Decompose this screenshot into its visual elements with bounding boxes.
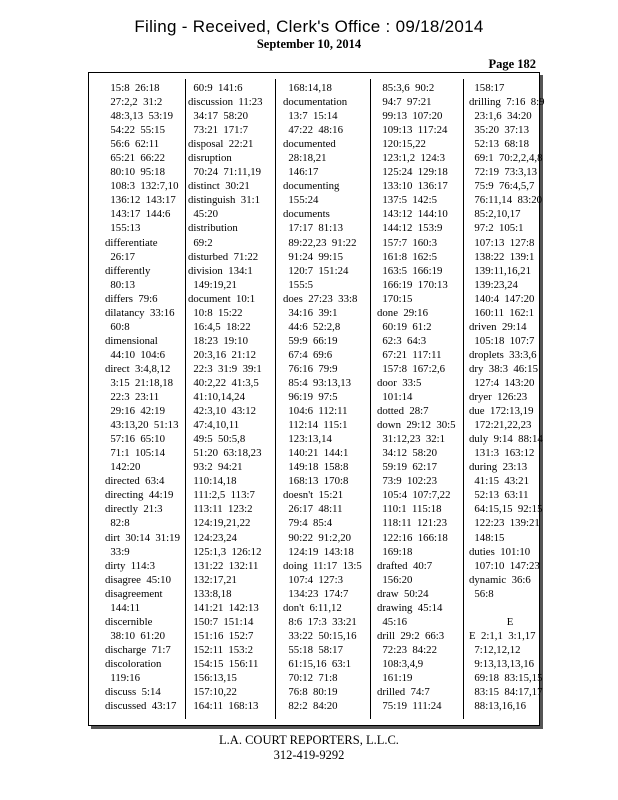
index-entry: 44:10 104:6: [105, 348, 165, 361]
index-entry: 94:7 97:21: [377, 96, 432, 109]
index-entry: 65:21 66:22: [105, 152, 165, 165]
index-entry: 107:13 127:8: [469, 236, 535, 249]
index-entry: 75:9 76:4,5,7: [469, 180, 535, 193]
index-entry: 18:23 19:10: [188, 334, 248, 347]
index-entry: 168:14,18: [283, 82, 332, 94]
index-entry: 123:1,2 124:3: [377, 152, 446, 165]
index-entry: 93:2 94:21: [188, 461, 243, 474]
index-entry: 75:19 111:24: [377, 700, 442, 713]
index-entry: drawing 45:14: [377, 601, 443, 614]
index-entry: distribution: [188, 222, 238, 235]
index-entry: differentiate: [105, 236, 158, 249]
index-entry: 96:19 97:5: [283, 391, 338, 404]
index-entry: 82:8: [105, 517, 130, 530]
index-entry: duly 9:14 88:14: [469, 433, 543, 446]
index-entry: 143:12 144:10: [377, 208, 448, 221]
index-entry: 41:10,14,24: [188, 391, 245, 404]
index-entry: 104:6 112:11: [283, 405, 348, 418]
index-entry: 136:12 143:17: [105, 194, 176, 207]
index-entry: 22:3 23:11: [105, 391, 160, 404]
index-entry: 52:13 63:11: [469, 489, 529, 502]
index-entry: 152:11 153:2: [188, 643, 253, 656]
index-entry: drilled 74:7: [377, 686, 430, 699]
index-entry: directing 44:19: [105, 489, 174, 502]
index-entry: 82:2 84:20: [283, 700, 338, 713]
index-entry: directed 63:4: [105, 475, 165, 488]
index-entry: disruption: [188, 152, 232, 165]
index-entry: division 134:1: [188, 264, 253, 277]
index-entry: 85:3,6 90:2: [377, 82, 435, 94]
index-entry: 120:15,22: [377, 138, 426, 151]
index-entry: 76:11,14 83:20: [469, 194, 543, 207]
index-entry: 151:16 152:7: [188, 629, 254, 642]
index-entry: 59:19 62:17: [377, 461, 437, 474]
index-entry: doesn't 15:21: [283, 489, 344, 502]
index-column-1: [105, 81, 180, 713]
index-entry: 132:17,21: [188, 573, 237, 586]
index-entry: 15:8 26:18: [105, 82, 160, 94]
index-entry: done 29:16: [377, 306, 428, 319]
index-entry: 127:4 143:20: [469, 376, 535, 389]
index-entry: droplets 33:3,6: [469, 348, 537, 361]
index-column-3: [283, 81, 362, 713]
index-entry: 70:12 71:8: [283, 671, 338, 684]
index-entry: 7:12,12,12: [469, 643, 521, 656]
index-entry: discernible: [105, 615, 153, 628]
index-entry: doing 11:17 13:5: [283, 559, 362, 572]
index-entry: 158:17: [469, 82, 505, 94]
index-column-5: [469, 81, 545, 713]
index-entry: 156:13,15: [188, 671, 237, 684]
index-entry: 157:7 160:3: [377, 236, 437, 249]
index-entry: 142:20: [105, 461, 141, 474]
index-entry: 154:15 156:11: [188, 657, 259, 670]
hearing-date: September 10, 2014: [256, 37, 362, 51]
index-entry: discussed 43:17: [105, 700, 177, 713]
index-entry: 16:4,5 18:22: [188, 320, 251, 333]
index-entry: documentation: [283, 96, 348, 109]
index-entry: 157:8 167:2,6: [377, 362, 446, 375]
index-entry: 40:2,22 41:3,5: [188, 376, 259, 389]
index-entry: 83:15 84:17,17: [469, 686, 543, 699]
index-entry: 149:19,21: [188, 278, 237, 291]
index-entry: 170:15: [377, 292, 413, 305]
index-entry: 34:17 58:20: [188, 110, 248, 123]
index-entry: 155:5: [283, 278, 313, 291]
index-entry: 133:8,18: [188, 587, 232, 600]
index-entry: 26:17 48:11: [283, 503, 343, 516]
index-entry: 55:18 58:17: [283, 643, 343, 656]
index-entry: differs 79:6: [105, 292, 158, 305]
index-entry: 70:24 71:11,19: [188, 166, 262, 179]
index-entry: 140:21 144:1: [283, 447, 349, 460]
index-entry: 138:22 139:1: [469, 250, 535, 263]
index-entry: 124:19,21,22: [188, 517, 251, 530]
index-entry: 44:6 52:2,8: [283, 320, 341, 333]
index-entry: 61:15,16 63:1: [283, 657, 352, 670]
word-index-box: [88, 72, 545, 726]
index-entry: 45:20: [188, 208, 218, 221]
index-entry: 156:20: [377, 573, 413, 586]
index-entry: discuss 5:14: [105, 686, 161, 699]
index-entry: 122:16 166:18: [377, 531, 448, 544]
index-entry: drilling 7:16 8:9: [469, 96, 545, 109]
index-entry: 80:10 95:18: [105, 166, 165, 179]
index-entry: disturbed 71:22: [188, 250, 259, 263]
index-entry: differently: [105, 264, 151, 277]
index-entry: 155:13: [105, 222, 141, 235]
index-entry: 125:1,3 126:12: [188, 545, 262, 558]
index-entry: 108:3 132:7,10: [105, 180, 179, 193]
index-entry: 123:13,14: [283, 433, 332, 446]
index-entry: dimensional: [105, 334, 158, 347]
index-entry: discharge 71:7: [105, 643, 171, 656]
index-entry: 45:16: [377, 615, 407, 628]
index-entry: 131:22 132:11: [188, 559, 259, 572]
index-entry: 144:11: [105, 601, 140, 614]
index-entry: door 33:5: [377, 376, 422, 389]
index-entry: 172:21,22,23: [469, 419, 532, 432]
index-entry: 26:17: [105, 250, 135, 263]
index-entry: 17:17 81:13: [283, 222, 343, 235]
index-entry: during 23:13: [469, 461, 528, 474]
index-entry: 113:11 123:2: [188, 503, 253, 516]
index-entry: 62:3 64:3: [377, 334, 427, 347]
index-entry: 8:6 17:3 33:21: [283, 615, 357, 628]
index-entry: 48:3,13 53:19: [105, 110, 174, 123]
column-divider: [370, 79, 371, 719]
index-entry: 131:3 163:12: [469, 447, 535, 460]
index-entry: 108:3,4,9: [377, 657, 424, 670]
index-entry: 57:16 65:10: [105, 433, 165, 446]
index-entry: discoloration: [105, 657, 162, 670]
index-entry: 110:14,18: [188, 475, 237, 488]
index-entry: 29:16 42:19: [105, 405, 165, 418]
index-entry: 110:1 115:18: [377, 503, 442, 516]
index-entry: 89:22,23 91:22: [283, 236, 357, 249]
index-entry: 107:10 147:23: [469, 559, 540, 572]
column-divider: [185, 79, 186, 719]
index-entry: 146:17: [283, 166, 319, 179]
index-entry: 49:5 50:5,8: [188, 433, 246, 446]
index-entry: 161:8 162:5: [377, 250, 437, 263]
index-entry: 99:13 107:20: [377, 110, 443, 123]
index-entry: 43:13,20 51:13: [105, 419, 179, 432]
index-entry: drafted 40:7: [377, 559, 433, 572]
index-entry: E: [469, 615, 514, 628]
index-entry: 148:15: [469, 531, 505, 544]
column-divider: [275, 79, 276, 719]
index-entry: 169:18: [377, 545, 413, 558]
index-entry: 27:2,2 31:2: [105, 96, 163, 109]
index-entry: 105:4 107:7,22: [377, 489, 451, 502]
court-reporter-name: L.A. COURT REPORTERS, L.L.C.: [219, 733, 399, 747]
index-entry: 51:20 63:18,23: [188, 447, 262, 460]
index-entry: draw 50:24: [377, 587, 429, 600]
index-entry: 35:20 37:13: [469, 124, 529, 137]
index-entry: 137:5 142:5: [377, 194, 437, 207]
index-entry: 33:9: [105, 545, 130, 558]
index-entry: discussion 11:23: [188, 96, 263, 109]
index-entry: 72:23 84:22: [377, 643, 437, 656]
index-entry: does 27:23 33:8: [283, 292, 358, 305]
index-entry: 69:2: [188, 236, 213, 249]
index-entry: 97:2 105:1: [469, 222, 524, 235]
index-entry: 76:16 79:9: [283, 362, 338, 375]
page-number: Page 182: [488, 57, 536, 71]
index-entry: 88:13,16,16: [469, 700, 526, 713]
index-entry: 47:4,10,11: [188, 419, 240, 432]
index-entry: 101:14: [377, 391, 413, 404]
index-entry: 141:21 142:13: [188, 601, 259, 614]
index-entry: duties 101:10: [469, 545, 531, 558]
index-entry: 22:3 31:9 39:1: [188, 362, 262, 375]
index-entry: 144:12 153:9: [377, 222, 443, 235]
index-entry: document 10:1: [188, 292, 256, 305]
index-entry: 56:8: [469, 587, 494, 600]
index-entry: 60:8: [105, 320, 130, 333]
index-entry: due 172:13,19: [469, 405, 534, 418]
index-entry: 85:2,10,17: [469, 208, 521, 221]
index-entry: 125:24 129:18: [377, 166, 448, 179]
index-entry: 90:22 91:2,20: [283, 531, 352, 544]
index-entry: 31:12,23 32:1: [377, 433, 446, 446]
index-entry: down 29:12 30:5: [377, 419, 456, 432]
index-entry: dotted 28:7: [377, 405, 429, 418]
index-entry: 109:13 117:24: [377, 124, 448, 137]
index-entry: 59:9 66:19: [283, 334, 338, 347]
index-column-4: [377, 81, 456, 713]
index-entry: dilatancy 33:16: [105, 306, 175, 319]
index-entry: 60:9 141:6: [188, 82, 243, 94]
index-entry: 124:23,24: [188, 531, 237, 544]
index-entry: 41:15 43:21: [469, 475, 529, 488]
index-entry: 91:24 99:15: [283, 250, 343, 263]
index-entry: 9:13,13,13,16: [469, 657, 535, 670]
index-entry: 64:15,15 92:15: [469, 503, 543, 516]
index-entry: E 2:1,1 3:1,17: [469, 629, 536, 642]
index-entry: 73:21 171:7: [188, 124, 248, 137]
index-entry: dryer 126:23: [469, 391, 528, 404]
index-entry: 160:11 162:1: [469, 306, 534, 319]
index-entry: 124:19 143:18: [283, 545, 354, 558]
index-entry: drill 29:2 66:3: [377, 629, 445, 642]
index-entry: 42:3,10 43:12: [188, 405, 257, 418]
index-entry: 140:4 147:20: [469, 292, 535, 305]
index-entry: 112:14 115:1: [283, 419, 348, 432]
index-entry: 20:3,16 21:12: [188, 348, 257, 361]
column-divider: [463, 79, 464, 719]
index-entry: 79:4 85:4: [283, 517, 333, 530]
index-column-2: [188, 81, 263, 713]
index-entry: 122:23 139:21: [469, 517, 540, 530]
court-reporter-phone: 312-419-9292: [273, 748, 345, 762]
index-entry: disposal 22:21: [188, 138, 254, 151]
index-entry: 69:18 83:15,15: [469, 671, 543, 684]
index-entry: 120:7 151:24: [283, 264, 349, 277]
index-entry: driven 29:14: [469, 320, 527, 333]
index-entry: 161:19: [377, 671, 413, 684]
index-entry: 71:1 105:14: [105, 447, 165, 460]
index-entry: 52:13 68:18: [469, 138, 529, 151]
index-entry: dirty 114:3: [105, 559, 155, 572]
index-entry: 13:7 15:14: [283, 110, 338, 123]
index-entry: 168:13 170:8: [283, 475, 349, 488]
index-entry: 149:18 158:8: [283, 461, 349, 474]
index-entry: 139:23,24: [469, 278, 518, 291]
index-entry: 105:18 107:7: [469, 334, 535, 347]
index-entry: 38:10 61:20: [105, 629, 165, 642]
index-entry: 76:8 80:19: [283, 686, 338, 699]
index-entry: 34:12 58:20: [377, 447, 437, 460]
index-entry: directly 21:3: [105, 503, 163, 516]
index-entry: direct 3:4,8,12: [105, 362, 171, 375]
index-entry: 143:17 144:6: [105, 208, 171, 221]
index-entry: 107:4 127:3: [283, 573, 343, 586]
filing-header: Filing - Received, Clerk's Office : 09/18/2014: [134, 17, 484, 36]
index-entry: 69:1 70:2,2,4,8: [469, 152, 543, 165]
index-entry: documented: [283, 138, 336, 151]
index-entry: 150:7 151:14: [188, 615, 254, 628]
index-entry: disagreement: [105, 587, 163, 600]
index-entry: 155:24: [283, 194, 319, 207]
index-entry: dry 38:3 46:15: [469, 362, 538, 375]
index-entry: disagree 45:10: [105, 573, 171, 586]
index-entry: 73:9 102:23: [377, 475, 437, 488]
index-entry: documenting: [283, 180, 340, 193]
index-entry: 3:15 21:18,18: [105, 376, 174, 389]
index-entry: distinct 30:21: [188, 180, 250, 193]
index-entry: 54:22 55:15: [105, 124, 165, 137]
index-entry: 67:21 117:11: [377, 348, 442, 361]
index-entry: don't 6:11,12: [283, 601, 342, 614]
index-entry: 33:22 50:15,16: [283, 629, 357, 642]
index-entry: [469, 601, 545, 615]
index-entry: 67:4 69:6: [283, 348, 333, 361]
index-entry: 85:4 93:13,13: [283, 376, 352, 389]
index-entry: 164:11 168:13: [188, 700, 259, 713]
index-entry: 56:6 62:11: [105, 138, 160, 151]
index-entry: 139:11,16,21: [469, 264, 531, 277]
index-entry: 166:19 170:13: [377, 278, 448, 291]
index-entry: 157:10,22: [188, 686, 237, 699]
index-entry: distinguish 31:1: [188, 194, 260, 207]
index-entry: documents: [283, 208, 330, 221]
index-entry: 47:22 48:16: [283, 124, 343, 137]
index-entry: 34:16 39:1: [283, 306, 338, 319]
index-entry: 60:19 61:2: [377, 320, 432, 333]
index-entry: 10:8 15:22: [188, 306, 243, 319]
index-entry: dynamic 36:6: [469, 573, 531, 586]
index-entry: 111:2,5 113:7: [188, 489, 255, 502]
index-entry: 28:18,21: [283, 152, 327, 165]
index-entry: 118:11 121:23: [377, 517, 447, 530]
index-entry: 72:19 73:3,13: [469, 166, 538, 179]
index-entry: dirt 30:14 31:19: [105, 531, 180, 544]
index-entry: 119:16: [105, 671, 140, 684]
index-entry: 80:13: [105, 278, 135, 291]
index-entry: 134:23 174:7: [283, 587, 349, 600]
index-entry: 163:5 166:19: [377, 264, 443, 277]
index-entry: 23:1,6 34:20: [469, 110, 532, 123]
index-entry: 133:10 136:17: [377, 180, 448, 193]
